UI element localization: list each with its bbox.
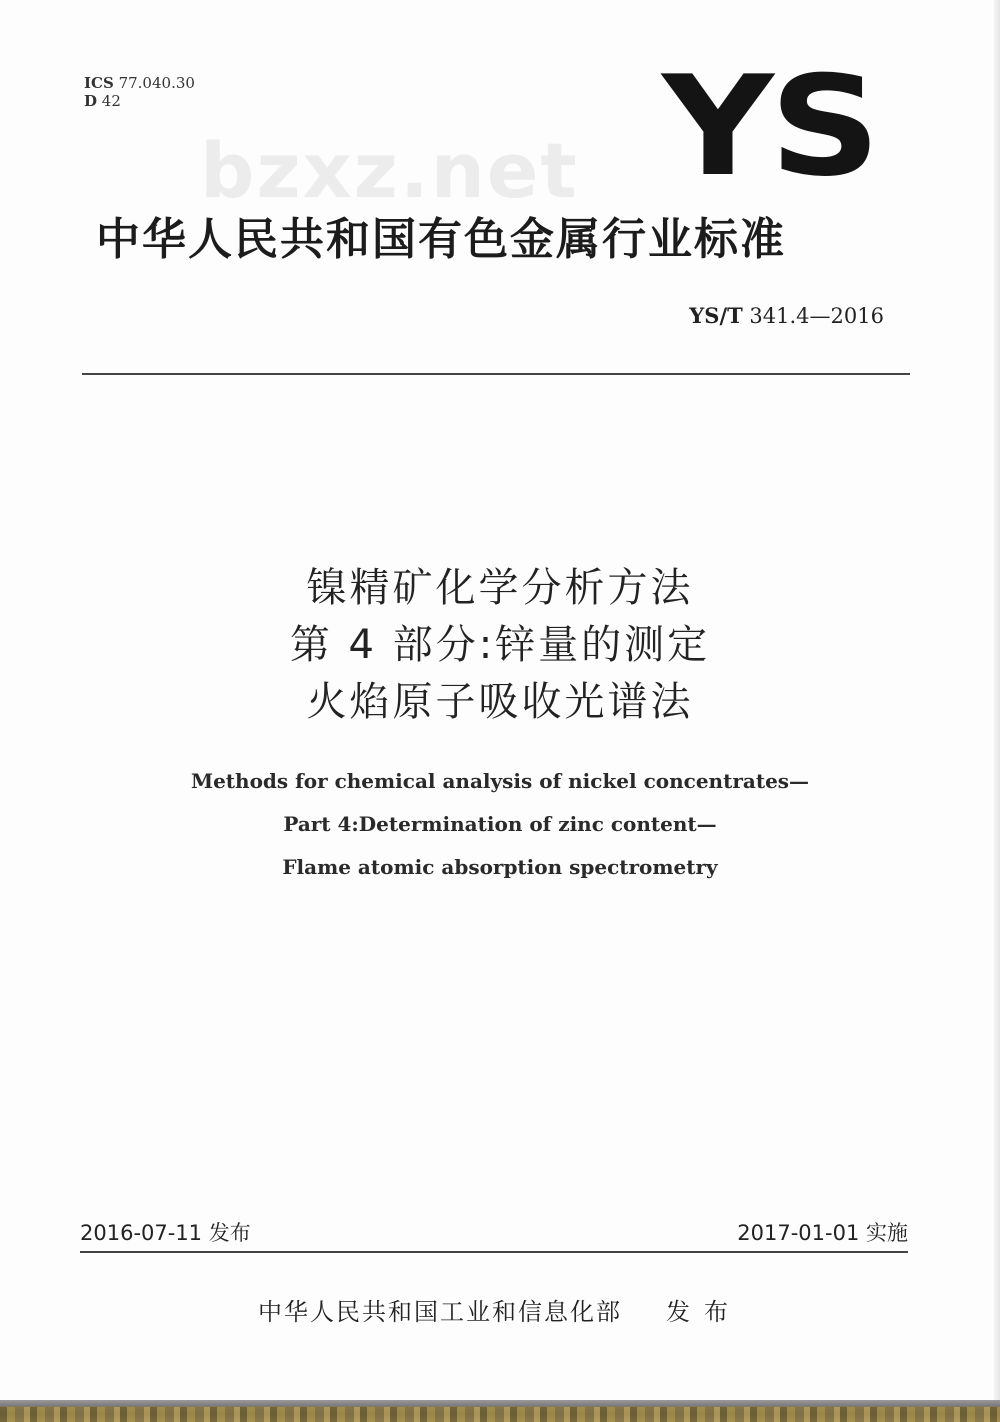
issuer-name: 中华人民共和国工业和信息化部 xyxy=(258,1298,622,1326)
effective-date: 2017-01-01 实施 xyxy=(737,1221,908,1245)
standard-number-prefix: YS/T xyxy=(689,303,743,328)
ys-logo: YS xyxy=(662,46,877,207)
standard-number xyxy=(689,302,884,330)
ics-code: 77.040.30 xyxy=(118,74,195,92)
issue-date: 2016-07-11 发布 xyxy=(80,1221,251,1245)
classification-codes xyxy=(84,74,195,110)
standard-number-rest: 341.4—2016 xyxy=(742,304,884,328)
ics-label: ICS xyxy=(84,74,114,92)
header-divider xyxy=(82,373,910,375)
english-title-line-1: Methods for chemical analysis of nickel concentrates— xyxy=(190,769,810,793)
chinese-title xyxy=(0,560,1000,731)
standard-title: 中华人民共和国有色金属行业标准 xyxy=(96,214,786,265)
ics-line xyxy=(84,74,195,92)
watermark: bzxz.net xyxy=(200,126,579,215)
ccs-label: D xyxy=(84,92,98,110)
scan-bottom-edge xyxy=(0,1400,1000,1422)
english-title xyxy=(0,760,1000,889)
chinese-title-line-3: 火焰原子吸收光谱法 xyxy=(306,679,694,725)
footer-divider xyxy=(80,1251,908,1253)
english-title-line-2: Part 4:Determination of zinc content— xyxy=(283,812,717,836)
chinese-title-line-2: 第 4 部分:锌量的测定 xyxy=(289,622,711,668)
ccs-line xyxy=(84,92,195,110)
english-title-line-3: Flame atomic absorption spectrometry xyxy=(282,855,718,879)
scan-bottom-texture xyxy=(0,1407,1000,1422)
ccs-code: 42 xyxy=(101,92,121,110)
issuer xyxy=(258,1294,742,1330)
chinese-title-line-1: 镍精矿化学分析方法 xyxy=(306,565,694,611)
issuer-verb: 发布 xyxy=(666,1298,742,1326)
